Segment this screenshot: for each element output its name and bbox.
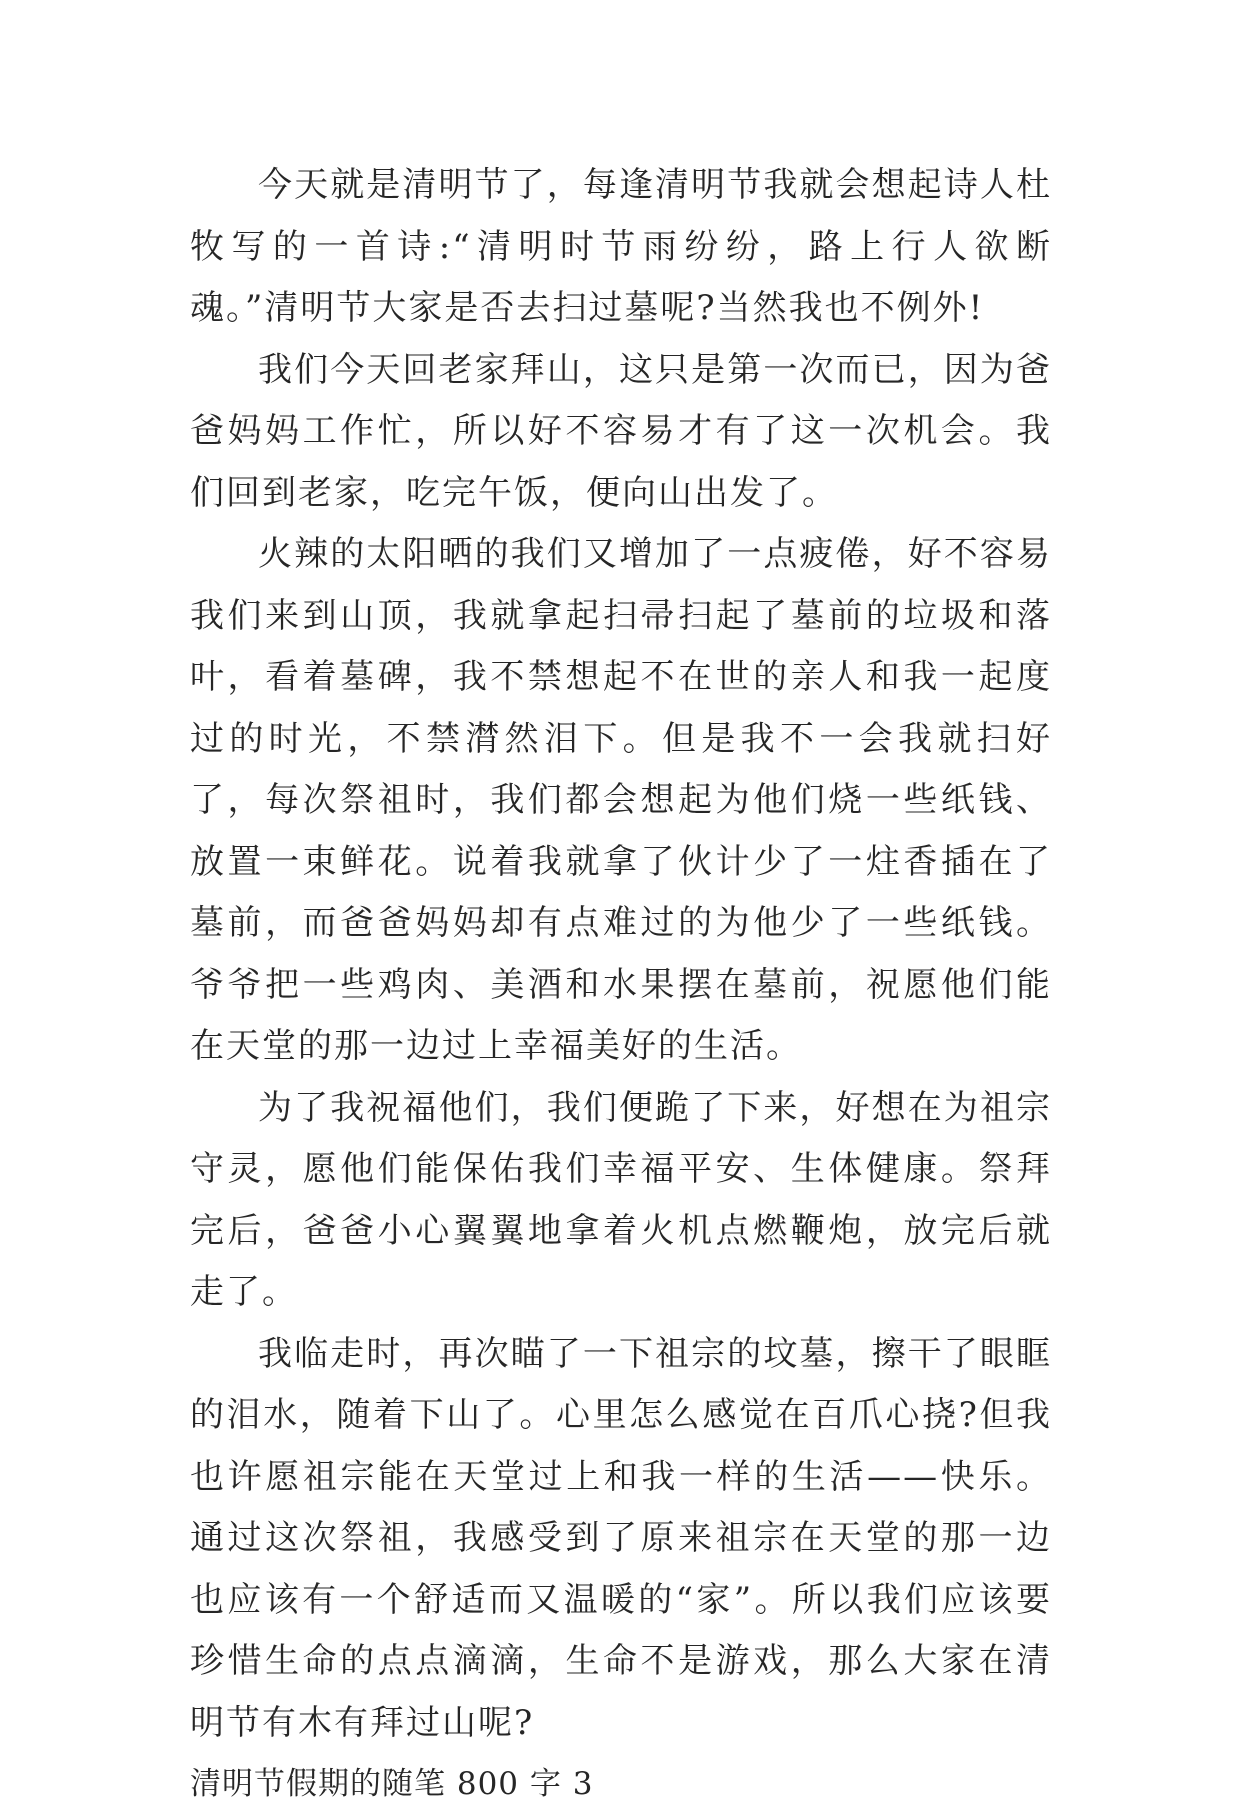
document-body: [190, 155, 1052, 1816]
paragraph-5: 我临走时，再次瞄了一下祖宗的坟墓，擦干了眼眶的泪水，随着下山了。心里怎么感觉在百爪心挠?但我也许愿祖宗能在天堂过上和我一样的生活——快乐。通过这次祭祖，我感受到了原来祖宗在天堂的那一边也应该有一个舒适而又温暖的“家”。所以我们应该要珍惜生命的点点滴滴，生命不是游戏，那么大家在清明节有木有拜过山呢?: [190, 1333, 1052, 1743]
paragraph-3: 火辣的太阳晒的我们又增加了一点疲倦，好不容易我们来到山顶，我就拿起扫帚扫起了墓前的垃圾和落叶，看着墓碑，我不禁想起不在世的亲人和我一起度过的时光，不禁潸然泪下。但是我不一会我就扫好了，每次祭祖时，我们都会想起为他们烧一些纸钱、放置一束鲜花。说着我就拿了伙计少了一炷香插在了墓前，而爸爸妈妈却有点难过的为他少了一些纸钱。爷爷把一些鸡肉、美酒和水果摆在墓前，祝愿他们能在天堂的那一边过上幸福美好的生活。: [190, 534, 1052, 1066]
section-heading: 清明节假期的随笔 800 字 3: [190, 1766, 594, 1802]
paragraph-2: 我们今天回老家拜山，这只是第一次而已，因为爸爸妈妈工作忙，所以好不容易才有了这一次机会。我们回到老家，吃完午饭，便向山出发了。: [190, 349, 1052, 513]
paragraph-1: 今天就是清明节了，每逢清明节我就会想起诗人杜牧写的一首诗:“清明时节雨纷纷，路上行人欲断魂。”清明节大家是否去扫过墓呢?当然我也不例外!: [190, 165, 1052, 328]
paragraph-4: 为了我祝福他们，我们便跪了下来，好想在为祖宗守灵，愿他们能保佑我们幸福平安、生体健康。祭拜完后，爸爸小心翼翼地拿着火机点燃鞭炮，放完后就走了。: [190, 1087, 1052, 1312]
